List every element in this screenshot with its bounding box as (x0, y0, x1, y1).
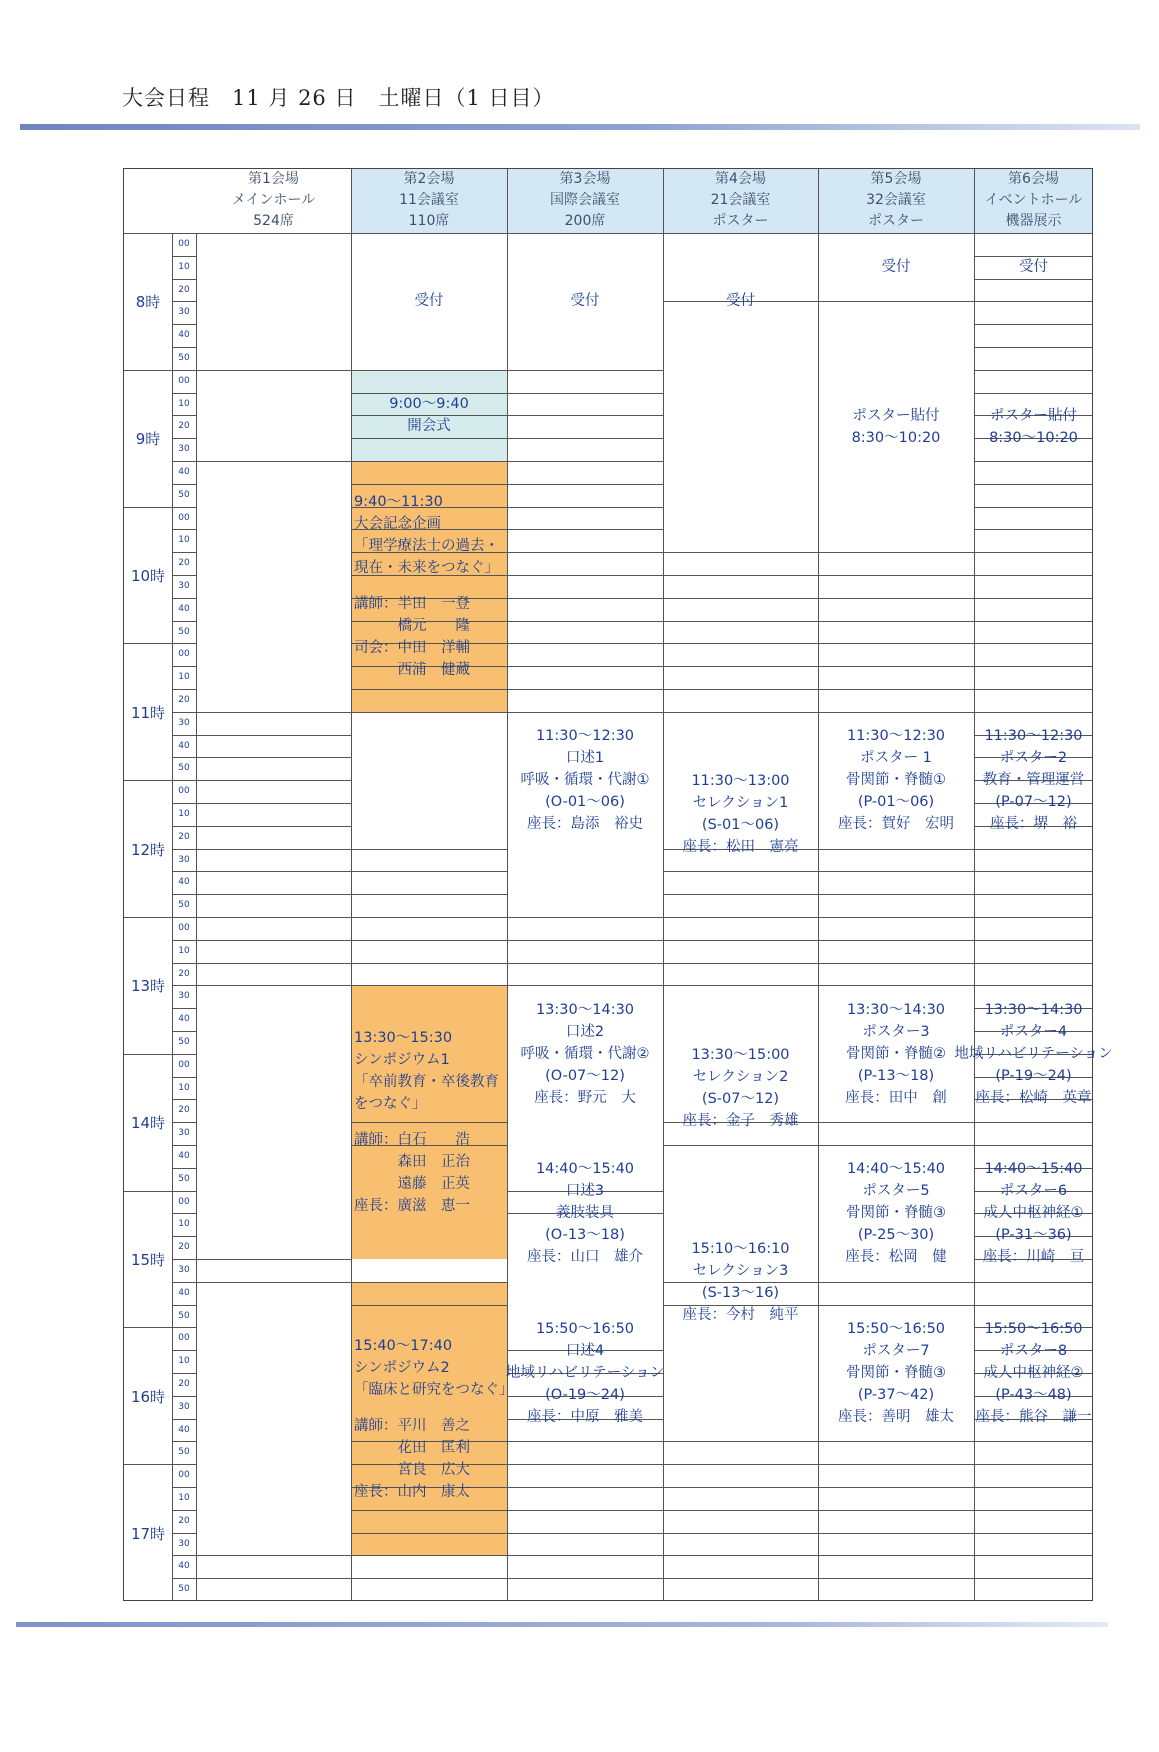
session-line: 座長：島添 裕史 (527, 816, 643, 833)
venue-header (818, 168, 974, 233)
session-line: 「理学療法士の過去・ (354, 538, 499, 555)
session-line: 14:40〜15:40 (984, 1161, 1083, 1178)
minute-label: 40 (178, 330, 190, 341)
minute-label: 20 (178, 695, 190, 705)
session-line: 座長：中原 雅美 (527, 1408, 643, 1425)
session-line: 11:30〜12:30 (535, 728, 635, 745)
minute-label: 50 (178, 1584, 190, 1595)
session-block (974, 1145, 1093, 1282)
minute-label: 00 (178, 1333, 190, 1344)
session-block (974, 301, 1093, 552)
session-block (507, 712, 663, 849)
minute-label: 20 (178, 831, 190, 842)
session-line: ポスター4 (999, 1023, 1068, 1040)
session-line: 口述1 (565, 750, 605, 767)
minute-label: 10 (178, 535, 190, 546)
session-block (954, 985, 1113, 1122)
session-line: (S-01〜06) (701, 817, 780, 834)
session-line: 口述4 (565, 1342, 605, 1359)
hour-label: 10時 (130, 567, 166, 585)
session-line: 地域リハビリテーション (954, 1045, 1113, 1062)
session-line: 15:50〜16:50 (535, 1320, 635, 1337)
session-block (351, 985, 507, 1259)
minute-label: 20 (178, 968, 190, 979)
venue-detail: 524席 (253, 213, 294, 229)
session-line: 西浦 健蔵 (354, 662, 470, 679)
minute-label: 10 (178, 1219, 190, 1230)
session-line: 9:40〜11:30 (354, 494, 443, 511)
venue-name: 第1会場 (248, 171, 299, 187)
session-line: (P-07〜12) (995, 794, 1072, 811)
session-line: 9:00〜9:40 (389, 396, 469, 413)
session-block (351, 461, 507, 712)
session-line: 座長：野元 大 (534, 1089, 636, 1106)
minute-label: 50 (178, 626, 190, 637)
venue-room: メインホール (231, 192, 316, 208)
session-line: 骨関節・脊髄② (846, 1045, 946, 1062)
session-line: ポスター2 (999, 750, 1068, 767)
minute-label: 50 (178, 1037, 190, 1047)
minute-label: 20 (178, 1379, 190, 1389)
session-line: 骨関節・脊髄③ (846, 1364, 946, 1381)
session-block (663, 985, 818, 1190)
session-line: (O-19〜24) (545, 1386, 625, 1403)
venue-header (196, 168, 351, 233)
footer-rule (16, 1622, 1108, 1627)
hour-label: 11時 (130, 703, 166, 722)
session-line: (P-43〜48) (995, 1386, 1072, 1403)
session-block (351, 1282, 514, 1556)
venue-name: 第2会場 (403, 171, 455, 187)
minute-label: 20 (178, 1515, 190, 1526)
session-block (818, 1305, 974, 1442)
venue-room: 国際会議室 (550, 192, 620, 208)
session-line: 口述3 (565, 1183, 605, 1200)
minute-label: 30 (178, 1265, 190, 1275)
session-line: 座長：金子 秀雄 (682, 1112, 799, 1129)
minute-label: 40 (178, 603, 190, 614)
minute-label: 10 (178, 261, 190, 272)
session-line: 座長：松崎 英章 (975, 1089, 1092, 1106)
session-line: 座長：今村 純平 (682, 1306, 799, 1323)
minute-label: 00 (178, 239, 190, 249)
venue-name: 第4会場 (715, 171, 766, 187)
session-line: 教育・管理運営 (982, 772, 1085, 789)
session-line: ポスター貼付 (990, 407, 1077, 424)
session-line: 13:30〜14:30 (535, 1001, 635, 1018)
session-line: 遠藤 正英 (354, 1176, 470, 1193)
minute-label: 40 (178, 1287, 190, 1298)
minute-label: 30 (178, 717, 190, 728)
session-line: 14:40〜15:40 (535, 1161, 635, 1178)
minute-label: 30 (178, 581, 190, 591)
session-block (663, 712, 818, 917)
minute-label: 10 (178, 945, 190, 956)
session-line: ポスター6 (999, 1183, 1068, 1200)
session-line: 橋元 隆 (354, 618, 470, 635)
minute-label: 10 (178, 672, 190, 683)
session-line: ポスター7 (862, 1342, 930, 1359)
minute-label: 00 (178, 923, 190, 933)
minute-label: 40 (178, 467, 190, 477)
session-line: 13:30〜15:30 (354, 1030, 453, 1047)
session-line: 地域リハビリテーション (505, 1364, 665, 1381)
session-block (974, 233, 1093, 301)
minute-label: 40 (178, 877, 190, 888)
session-line: 講師：白石 浩 (354, 1132, 470, 1149)
session-line: 司会：中田 洋輔 (354, 640, 470, 657)
session-line: 座長：賀好 宏明 (838, 816, 954, 833)
session-line: 座長：堺 裕 (990, 816, 1077, 833)
session-block (507, 1305, 663, 1442)
session-line: 森田 正治 (354, 1154, 470, 1171)
hour-label: 12時 (130, 840, 166, 859)
minute-label: 00 (178, 1059, 190, 1070)
session-block (351, 370, 507, 461)
page-title: 大会日程 11 月 26 日 土曜日（1 日目） (122, 86, 555, 110)
session-block (974, 1305, 1093, 1442)
session-line: シンポジウム2 (354, 1359, 450, 1376)
minute-label: 20 (178, 421, 190, 432)
minute-label: 20 (178, 1105, 190, 1116)
session-line: 8:30〜10:20 (851, 429, 941, 446)
session-line: 講師：平川 善之 (354, 1417, 470, 1434)
session-line: (S-13〜16) (701, 1284, 780, 1301)
minute-label: 00 (178, 1470, 190, 1481)
venue-detail: ポスター (868, 213, 924, 229)
venue-header (507, 168, 663, 233)
minute-label: 40 (178, 1424, 190, 1435)
session-line: (O-07〜12) (545, 1067, 625, 1084)
session-line: 呼吸・循環・代謝② (520, 1045, 650, 1062)
minute-label: 50 (178, 900, 190, 911)
session-line: 11:30〜13:00 (691, 773, 790, 790)
minute-label: 40 (178, 1561, 190, 1572)
minute-label: 20 (178, 284, 190, 295)
minute-label: 50 (178, 353, 190, 363)
session-line: 8:30〜10:20 (989, 429, 1078, 446)
minute-label: 10 (178, 809, 190, 819)
session-line: ポスター5 (862, 1183, 930, 1200)
session-line: 骨関節・脊髄① (846, 772, 946, 789)
session-line: ポスター3 (862, 1023, 930, 1040)
hour-label: 16時 (130, 1387, 166, 1406)
session-line: セレクション3 (692, 1262, 789, 1279)
session-line: 受付 (726, 293, 755, 310)
session-line: ポスター8 (999, 1342, 1068, 1359)
session-line: ポスター貼付 (852, 407, 940, 424)
session-line: 座長：田中 創 (845, 1089, 947, 1106)
session-line: 受付 (414, 293, 444, 310)
session-line: (P-37〜42) (857, 1386, 935, 1403)
hour-label: 9時 (135, 430, 161, 449)
session-block (351, 233, 507, 370)
minute-label: 50 (178, 1447, 190, 1458)
venue-name: 第6会場 (1008, 171, 1059, 187)
session-line: 15:50〜16:50 (846, 1320, 946, 1337)
session-line: (P-31〜36) (995, 1227, 1072, 1244)
session-line: 成人中枢神経① (983, 1205, 1084, 1222)
session-line: (P-19〜24) (995, 1067, 1072, 1084)
session-line: 座長：熊谷 謙一 (975, 1408, 1092, 1425)
session-block (818, 1145, 974, 1282)
session-line: 11:30〜12:30 (846, 728, 946, 745)
venue-detail: ポスター (712, 213, 769, 229)
venue-header (974, 168, 1093, 233)
minute-label: 50 (178, 489, 190, 500)
session-line: をつなぐ」 (354, 1096, 427, 1113)
session-line: 呼吸・循環・代謝① (520, 772, 650, 789)
minute-label: 20 (178, 1242, 190, 1253)
session-line: 講師：半田 一登 (354, 596, 470, 613)
session-line: 開会式 (407, 418, 451, 435)
session-line: 座長：松岡 健 (845, 1249, 947, 1266)
session-line: 義肢装具 (556, 1205, 614, 1222)
session-line: 「卒前教育・卒後教育 (354, 1074, 499, 1091)
hour-label: 15時 (130, 1251, 166, 1269)
venue-detail: 機器展示 (1005, 213, 1062, 229)
minute-label: 50 (178, 1173, 190, 1184)
minute-label: 00 (178, 786, 190, 797)
venue-room: 11会議室 (399, 192, 459, 208)
session-block (663, 1213, 818, 1350)
session-line: 「臨床と研究をつなぐ」 (354, 1381, 514, 1398)
session-line: 口述2 (565, 1023, 605, 1040)
session-line: ポスター 1 (860, 750, 932, 767)
session-line: 15:40〜17:40 (354, 1337, 453, 1354)
session-line: 座長：山口 雄介 (527, 1249, 643, 1266)
session-line: 大会記念企画 (354, 516, 441, 533)
minute-label: 10 (178, 1082, 190, 1093)
session-line: (P-01〜06) (857, 794, 935, 811)
session-line: 11:30〜12:30 (984, 728, 1083, 745)
minute-label: 40 (178, 1014, 190, 1025)
session-line: (O-13〜18) (545, 1227, 625, 1244)
session-line: 花田 匡利 (354, 1439, 470, 1456)
minute-label: 30 (178, 307, 190, 318)
session-block (818, 233, 974, 301)
session-line: セレクション1 (692, 795, 789, 812)
venue-room: 32会議室 (866, 192, 926, 208)
venue-name: 第5会場 (870, 171, 922, 187)
session-line: 14:40〜15:40 (846, 1161, 946, 1178)
venue-detail: 110席 (408, 213, 450, 229)
session-line: (S-07〜12) (701, 1090, 780, 1107)
session-line: 受付 (881, 259, 911, 276)
session-line: 受付 (570, 293, 600, 310)
session-block (818, 985, 974, 1122)
venue-name: 第3会場 (559, 171, 611, 187)
session-block (818, 301, 974, 552)
session-line: 13:30〜15:00 (691, 1046, 790, 1063)
hour-label: 13時 (130, 977, 166, 996)
venue-detail: 200席 (564, 213, 606, 229)
minute-label: 50 (178, 763, 190, 774)
session-line: 座長：善明 雄太 (838, 1408, 954, 1425)
minute-label: 50 (178, 1310, 190, 1321)
venue-room: 21会議室 (710, 192, 771, 208)
session-block (663, 233, 818, 370)
minute-label: 30 (178, 854, 190, 865)
minute-label: 10 (178, 398, 190, 409)
session-line: 座長：松田 憲亮 (682, 839, 799, 856)
minute-label: 20 (178, 558, 190, 569)
minute-label: 40 (178, 740, 190, 751)
session-block (507, 233, 663, 370)
session-line: シンポジウム1 (354, 1052, 450, 1069)
session-line: 現在・未来をつなぐ」 (354, 560, 499, 577)
session-line: 成人中枢神経② (983, 1364, 1084, 1381)
minute-label: 00 (178, 1196, 190, 1207)
session-block (507, 985, 663, 1122)
venue-header (351, 168, 507, 233)
venue-room: イベントホール (984, 192, 1083, 208)
minute-label: 30 (178, 1538, 190, 1549)
minute-label: 30 (178, 1401, 190, 1412)
minute-label: 40 (178, 1151, 190, 1161)
session-block (974, 712, 1093, 849)
session-line: (P-25〜30) (857, 1227, 935, 1244)
session-line: 13:30〜14:30 (984, 1001, 1083, 1018)
minute-label: 30 (178, 1128, 190, 1139)
session-line: 座長：川崎 亘 (982, 1249, 1085, 1266)
minute-label: 10 (178, 1356, 190, 1367)
session-line: 座長：廣滋 恵一 (354, 1198, 470, 1215)
session-line: (P-13〜18) (857, 1067, 935, 1084)
session-line: 15:10〜16:10 (691, 1240, 790, 1257)
session-line: セレクション2 (692, 1068, 789, 1085)
hour-label: 8時 (135, 293, 161, 312)
session-line: 13:30〜14:30 (846, 1001, 946, 1018)
minute-label: 10 (178, 1493, 190, 1503)
session-line: 15:50〜16:50 (984, 1320, 1083, 1337)
hour-label: 17時 (130, 1524, 166, 1543)
session-line: (O-01〜06) (545, 794, 625, 811)
minute-label: 00 (178, 649, 190, 660)
minute-label: 30 (178, 444, 190, 455)
session-line: 宮良 広大 (354, 1461, 470, 1478)
session-line: 骨関節・脊髄③ (846, 1205, 946, 1222)
session-line: 座長：山内 康太 (354, 1483, 470, 1500)
venue-header (663, 168, 818, 233)
minute-label: 00 (178, 375, 190, 386)
minute-label: 30 (178, 991, 190, 1002)
session-line: 受付 (1019, 259, 1048, 276)
session-block (818, 712, 974, 849)
hour-label: 14時 (130, 1114, 166, 1133)
minute-label: 00 (178, 512, 190, 523)
session-block (507, 1145, 663, 1282)
